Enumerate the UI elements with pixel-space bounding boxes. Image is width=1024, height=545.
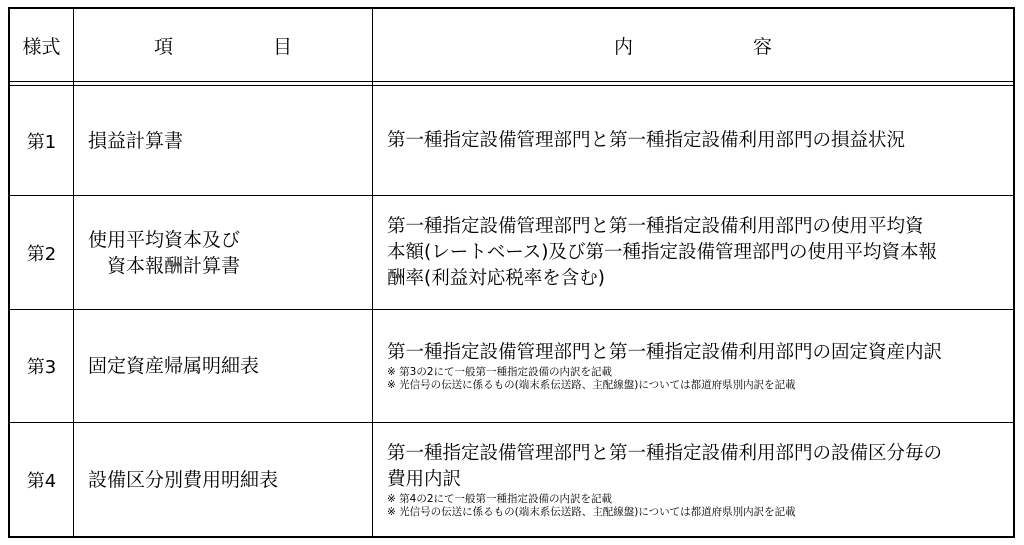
table-row-content: 第一種指定設備管理部門と第一種指定設備利用部門の使用平均資 本額(レートベース)及び第一種指定設備管理部門の使用平均資本報 酬率(利益対応税率を含む)	[387, 215, 938, 289]
table-row-content: 第一種指定設備管理部門と第一種指定設備利用部門の損益状況	[387, 129, 906, 151]
header-content-label-1: 内	[613, 35, 633, 58]
header-content	[373, 9, 1013, 81]
table-row-form: 第1	[26, 131, 57, 153]
header-divider-top	[10, 81, 1013, 82]
note-text: ※ 光信号の伝送に係るもの(端末系伝送路、主配線盤)については都道府県別内訳を記載	[387, 505, 796, 518]
header-item	[74, 9, 372, 81]
table-row-form: 第3	[26, 357, 57, 378]
header-item-label-1: 項	[153, 35, 173, 58]
header-form	[10, 9, 73, 81]
table-row-item: 損益計算書	[88, 129, 184, 152]
table-row-item: 使用平均資本及び 資本報酬計算書	[88, 228, 241, 277]
table-row-content: 第一種指定設備管理部門と第一種指定設備利用部門の固定資産内訳 ※ 第3の2にて一般第一種指定設備の内訳を記載 ※ 光信号の伝送に係るもの(端末系伝送路、主配線盤)については都道府県別内訳を記載	[387, 342, 943, 391]
header-form-label: 様式	[22, 35, 61, 58]
table-row-item: 固定資産帰属明細表	[88, 355, 260, 377]
note-text: ※ 第4の2にて一般第一種指定設備の内訳を記載	[387, 492, 612, 505]
header-item-label-2: 目	[273, 35, 293, 58]
header-content-label-2: 容	[753, 35, 773, 58]
table-row-item: 設備区分別費用明細表	[88, 468, 279, 491]
table-row-content: 第一種指定設備管理部門と第一種指定設備利用部門の設備区分毎の 費用内訳 ※ 第4の2にて一般第一種指定設備の内訳を記載 ※ 光信号の伝送に係るもの(端末系伝送路、主配線盤)については都道府県別内訳を記載	[387, 442, 943, 518]
note-text: ※ 第3の2にて一般第一種指定設備の内訳を記載	[387, 366, 612, 378]
table-row-form: 第4	[26, 470, 57, 492]
table-row-form: 第2	[26, 243, 57, 265]
forms-table	[8, 7, 1015, 538]
note-text: ※ 光信号の伝送に係るもの(端末系伝送路、主配線盤)については都道府県別内訳を記載	[387, 379, 796, 391]
